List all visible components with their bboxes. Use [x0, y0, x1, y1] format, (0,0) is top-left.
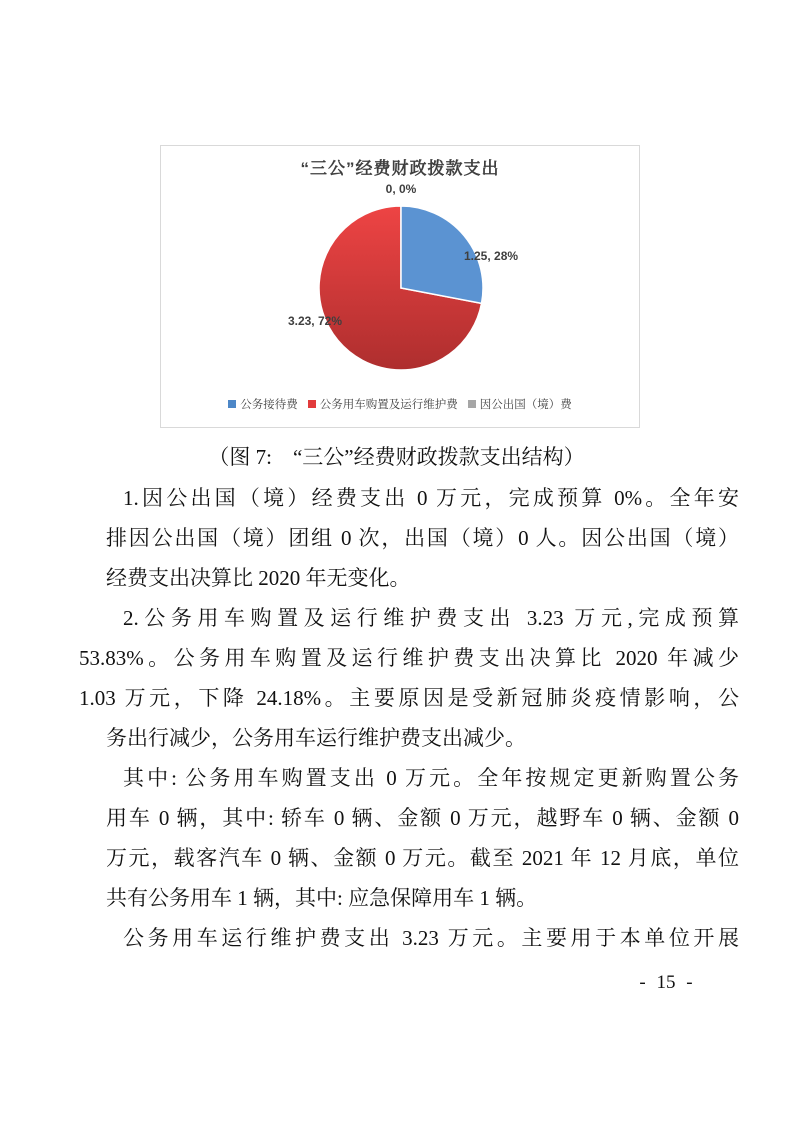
chart-legend	[161, 396, 639, 412]
pie-chart-panel	[160, 145, 640, 428]
legend-label-abroad: 因公出国（境）费	[479, 399, 572, 411]
legend-label-reception: 公务接待费	[240, 399, 298, 411]
legend-label-vehicle: 公务用车购置及运行维护费	[319, 399, 458, 411]
body-line: 1.因公出国（境）经费支出 0 万元，完成预算 0%。全年安	[123, 486, 739, 510]
body-line: 用车 0 辆，其中: 轿车 0 辆、金额 0 万元，越野车 0 辆、金额 0	[106, 806, 739, 830]
legend-swatch-blue-icon	[228, 400, 236, 408]
body-line: 公务用车运行维护费支出 3.23 万元。主要用于本单位开展	[123, 926, 739, 950]
body-line: 排因公出国（境）团组 0 次，出国（境）0 人。因公出国（境）	[106, 526, 739, 550]
page-number: - 15 -	[639, 972, 693, 993]
legend-swatch-gray-icon	[468, 400, 476, 408]
body-text	[79, 478, 739, 958]
pie-label-reception: 1.25, 28%	[464, 249, 519, 263]
body-line: 2.公务用车购置及运行维护费支出 3.23 万元,完成预算	[123, 606, 739, 630]
body-line: 务出行减少，公务用车运行维护费支出减少。	[106, 726, 526, 750]
pie-label-abroad: 0, 0%	[385, 182, 417, 196]
legend-item-vehicle	[308, 396, 458, 412]
legend-item-abroad	[468, 396, 572, 412]
body-line: 53.83%。公务用车购置及运行维护费支出决算比 2020 年减少	[79, 646, 739, 670]
body-line: 共有公务用车 1 辆，其中: 应急保障用车 1 辆。	[106, 886, 538, 910]
legend-item-reception	[228, 396, 298, 412]
chart-title: “三公”经费财政拨款支出	[300, 159, 500, 178]
body-line: 其中: 公务用车购置支出 0 万元。全年按规定更新购置公务	[123, 766, 739, 790]
legend-swatch-red-icon	[308, 400, 316, 408]
pie-chart	[317, 204, 485, 372]
body-line: 1.03 万元，下降 24.18%。主要原因是受新冠肺炎疫情影响，公	[79, 686, 739, 710]
figure-caption: （图 7: “三公”经费财政拨款支出结构）	[208, 445, 585, 469]
pie-label-vehicle: 3.23, 72%	[287, 314, 342, 328]
body-line: 经费支出决算比 2020 年无变化。	[106, 566, 411, 590]
body-line: 万元，载客汽车 0 辆、金额 0 万元。截至 2021 年 12 月底，单位	[106, 846, 739, 870]
